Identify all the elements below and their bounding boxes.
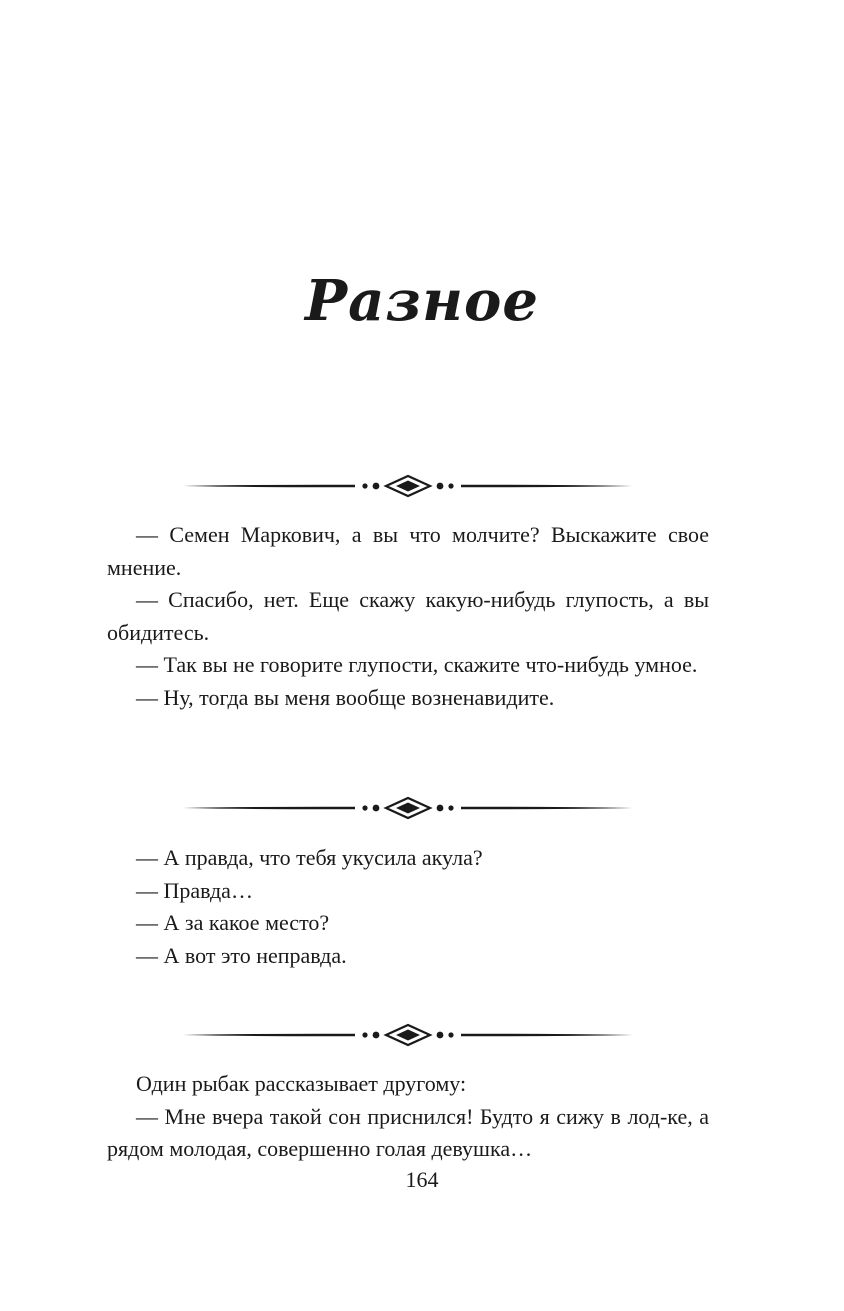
dialogue-line: — Спасибо, нет. Еще скажу какую-нибудь глупость, а вы обидитесь.	[107, 587, 709, 645]
page-number: 164	[405, 1167, 439, 1192]
ornament-divider	[183, 474, 633, 498]
chapter-title: Разное	[305, 268, 539, 334]
dialogue-line: — Так вы не говорите глупости, скажите что-нибудь умное.	[136, 652, 698, 677]
joke-block-1	[107, 519, 709, 714]
ornament-divider	[183, 1023, 633, 1047]
ornament-divider	[183, 796, 633, 820]
dialogue-line: — Правда…	[136, 877, 253, 903]
dialogue-line: — А правда, что тебя укусила акула?	[136, 845, 483, 870]
dialogue-line: — А вот это неправда.	[136, 942, 347, 968]
dialogue-line: — Семен Маркович, а вы что молчите? Выскажите свое мнение.	[107, 522, 709, 580]
dialogue-line: — Ну, тогда вы меня вообще возненавидите.	[136, 684, 555, 710]
joke-block-2	[107, 842, 709, 972]
dialogue-line: — А за какое место?	[136, 910, 330, 935]
dialogue-line: — Мне вчера такой сон приснился! Будто я сижу в лод-ке, а рядом молодая, совершенно голая девушка…	[107, 1103, 709, 1161]
narration-line: Один рыбак рассказывает другому:	[136, 1071, 467, 1096]
joke-block-3	[107, 1068, 709, 1166]
